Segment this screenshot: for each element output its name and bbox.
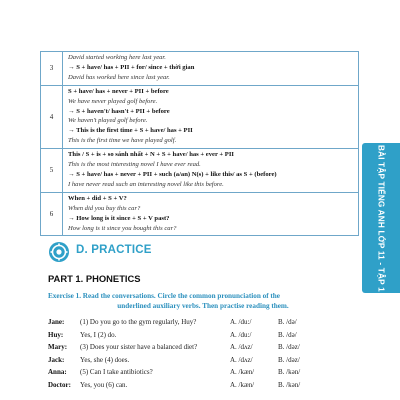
option-b[interactable]: B. /kən/ (278, 368, 301, 376)
row-number: 3 (41, 52, 63, 86)
conversation-row (48, 368, 363, 381)
line-text: Yes, I (2) do. (80, 330, 117, 339)
speaker: Doctor: (48, 380, 71, 389)
option-b[interactable]: B. /də/ (278, 330, 297, 339)
side-tab (362, 143, 400, 293)
line-text: (5) Can I take antibiotics? (80, 368, 153, 376)
formula-row (41, 149, 359, 193)
line-text: (1) Do you go to the gym regularly, Huy? (80, 318, 197, 326)
option-b[interactable]: B. /kən/ (278, 380, 301, 389)
example-line: David has worked here since last year. (68, 73, 170, 81)
row-number: 4 (41, 85, 63, 148)
speaker: Jack: (48, 355, 65, 364)
row-number: 6 (41, 192, 63, 236)
exercise-instruction (48, 291, 358, 311)
conversation-row (48, 318, 363, 331)
formula-line: → S + have/ has + PII + for/ since + thời gian (68, 63, 195, 71)
example-line: When did you buy this car? (68, 204, 141, 212)
formula-line: → How long is it since + S + V past? (68, 214, 170, 222)
exercise-line-1: Exercise 1. Read the conversations. Circle the common pronunciation of the (48, 292, 280, 300)
formula-row (41, 192, 359, 236)
example-line: David started working here last year. (68, 54, 166, 61)
formula-cell (63, 85, 359, 148)
option-a[interactable]: A. /dʌz/ (230, 343, 253, 351)
exercise-line-2: underlined auxiliary verbs. Then practise reading them. (117, 302, 289, 310)
option-b[interactable]: B. /dəz/ (278, 355, 300, 364)
example-line: This is the most interesting novel I have ever read. (68, 161, 201, 169)
example-line: How long is it since you bought this car? (68, 224, 177, 232)
option-a[interactable]: A. /du:/ (230, 318, 252, 326)
option-a[interactable]: A. /dʌz/ (230, 355, 253, 364)
example-line: This is the first time we have played golf. (68, 137, 177, 145)
option-b[interactable]: B. /də/ (278, 318, 297, 326)
option-a[interactable]: A. /kæn/ (230, 380, 255, 389)
gear-icon (48, 241, 70, 263)
formula-row (41, 85, 359, 148)
line-text: Yes, you (6) can. (80, 380, 128, 389)
conversation-row (48, 381, 363, 394)
formula-line: → S + have/ has + never + PII + such (a/an) N(s) + like this/ as S + (before) (68, 170, 277, 178)
formula-line: When + did + S + V? (68, 194, 127, 202)
formula-line: S + have/ has + never + PII + before (68, 87, 169, 95)
example-line: We have never played golf before. (68, 97, 158, 105)
example-line: I have never read such an interesting novel like this before. (68, 180, 224, 188)
formula-line: This / S + is + so sánh nhất + N + S + have/ has + ever + PII (68, 151, 234, 159)
formula-line: → S + haven't/ hasn't + PII + before (68, 107, 170, 115)
speaker: Anna: (48, 368, 67, 376)
option-b[interactable]: B. /dəz/ (278, 343, 300, 351)
conversation-row (48, 331, 363, 344)
line-text: (3) Does your sister have a balanced diet? (80, 343, 198, 351)
speaker: Huy: (48, 330, 64, 339)
option-a[interactable]: A. /du:/ (230, 330, 252, 339)
formula-cell (63, 192, 359, 236)
formula-table (40, 51, 359, 236)
speaker: Jane: (48, 318, 65, 326)
line-text: Yes, she (4) does. (80, 355, 130, 364)
conversation-list (48, 318, 363, 393)
formula-cell (63, 52, 359, 86)
conversation-row (48, 356, 363, 369)
section-title: D. PRACTICE (76, 244, 152, 256)
part-title: PART 1. PHONETICS (48, 273, 141, 284)
option-a[interactable]: A. /kæn/ (230, 368, 255, 376)
formula-line: → This is the first time + S + have/ has + PII (68, 127, 193, 135)
side-tab-label: BÀI TẬP TIẾNG ANH LỚP 11 - TẬP 1 (376, 144, 386, 292)
row-number: 5 (41, 149, 63, 193)
speaker: Mary: (48, 343, 68, 351)
conversation-row (48, 343, 363, 356)
formula-row (41, 52, 359, 86)
example-line: We haven't played golf before. (68, 117, 148, 125)
formula-cell (63, 149, 359, 193)
